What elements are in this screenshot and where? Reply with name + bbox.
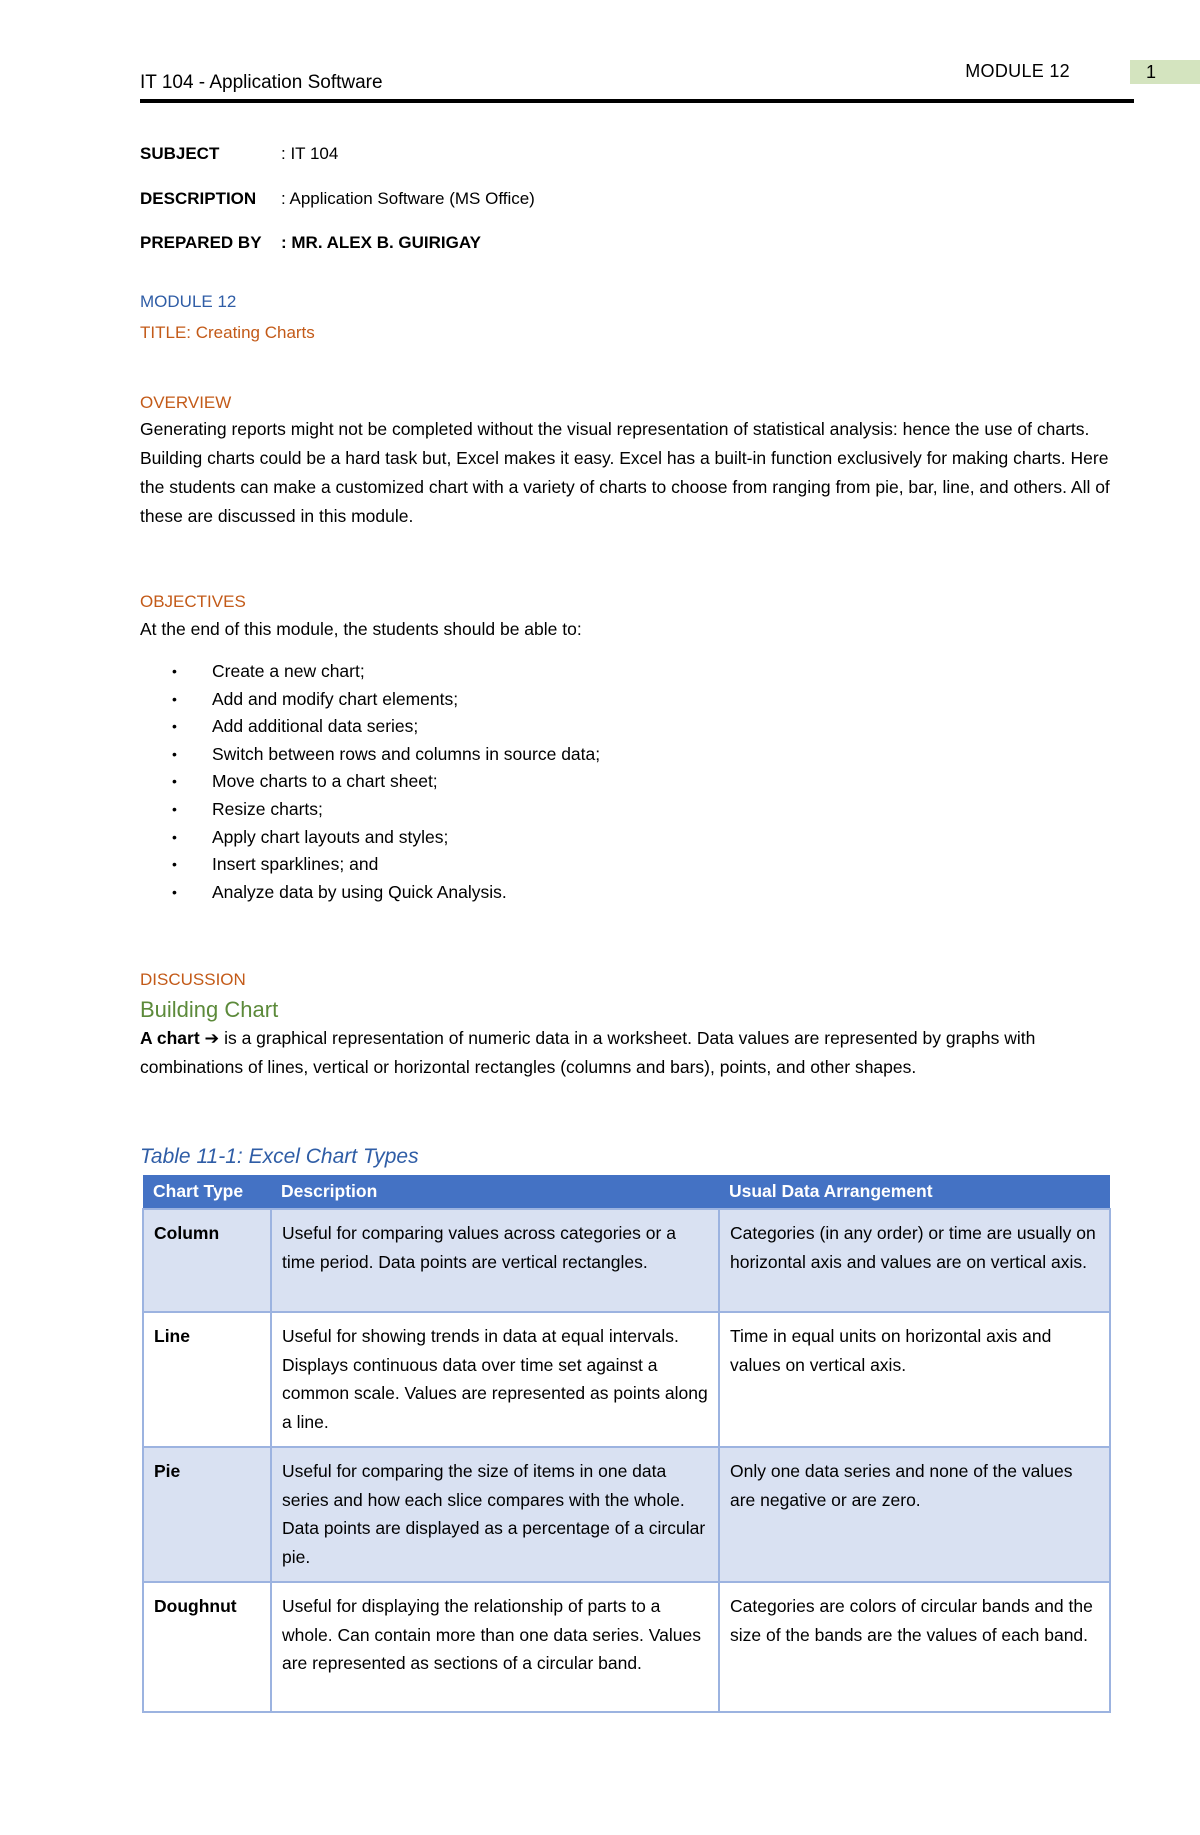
table-row — [143, 1209, 1110, 1312]
table-cell-type: Doughnut — [143, 1582, 271, 1712]
bullet: • — [172, 663, 177, 679]
list-item: • Apply chart layouts and styles; — [140, 824, 600, 852]
discussion-body: is a graphical representation of numeric data in a worksheet. Data values are represented by graphs with combinations of lines, vertical or horizontal rectangles (columns and bars), points, and other shapes. — [140, 1028, 1036, 1077]
bullet: • — [172, 828, 177, 845]
table-header-cell: Chart Type — [143, 1175, 271, 1209]
info-description-label: DESCRIPTION — [140, 189, 257, 208]
objectives-heading: OBJECTIVES — [140, 592, 246, 611]
header-rule — [140, 99, 1134, 103]
objectives-list — [140, 658, 600, 906]
list-item: • Add additional data series; — [140, 713, 600, 741]
bullet: • — [172, 883, 177, 900]
chart-types-table — [142, 1175, 1111, 1713]
header-page-number: 1 — [1130, 60, 1200, 84]
list-item: • Move charts to a chart sheet; — [140, 768, 600, 796]
info-description-value: : Application Software (MS Office) — [281, 189, 535, 208]
list-item: • Analyze data by using Quick Analysis. — [140, 879, 600, 907]
table-cell-type: Column — [143, 1209, 271, 1312]
discussion-heading: DISCUSSION — [140, 970, 246, 989]
module-number: MODULE 12 — [140, 292, 237, 311]
table-cell-description: Useful for showing trends in data at equal intervals. Displays continuous data over time set against a common scale. Values are represented as points along a line. — [271, 1312, 719, 1447]
bullet: • — [172, 690, 177, 707]
info-subject-label: SUBJECT — [140, 144, 220, 163]
table-row — [143, 1312, 1110, 1447]
bullet: • — [172, 745, 177, 762]
table-row — [143, 1582, 1110, 1712]
info-prepared-by-label: PREPARED BY — [140, 233, 262, 252]
overview-heading: OVERVIEW — [140, 393, 232, 412]
table-cell-type: Line — [143, 1312, 271, 1447]
discussion-subheading: Building Chart — [140, 997, 279, 1022]
header-module-label: MODULE 12 — [965, 61, 1070, 81]
table-header-cell: Description — [271, 1175, 719, 1209]
list-item: • Resize charts; — [140, 796, 600, 824]
module-title: TITLE: Creating Charts — [140, 323, 315, 342]
table-cell-description: Useful for displaying the relationship of parts to a whole. Can contain more than one data series. Values are represented as sections of a circular band. — [271, 1582, 719, 1712]
table-cell-arrangement: Categories are colors of circular bands and the size of the bands are the values of each band. — [719, 1582, 1110, 1712]
table-row — [143, 1447, 1110, 1582]
list-item: • Create a new chart; — [140, 658, 600, 686]
discussion-text — [140, 1024, 1130, 1082]
info-subject — [140, 144, 338, 164]
list-item: • Switch between rows and columns in source data; — [140, 741, 600, 769]
info-subject-value: : IT 104 — [281, 144, 339, 163]
table-caption: Table 11-1: Excel Chart Types — [140, 1145, 419, 1168]
table-cell-description: Useful for comparing the size of items in one data series and how each slice compares with the whole. Data points are displayed as a percentage of a circular pie. — [271, 1447, 719, 1582]
list-item: • Insert sparklines; and — [140, 851, 600, 879]
table-cell-type: Pie — [143, 1447, 271, 1582]
info-prepared-by-value: : MR. ALEX B. GUIRIGAY — [281, 233, 481, 252]
objectives-intro: At the end of this module, the students should be able to: — [140, 619, 582, 639]
bullet: • — [172, 800, 177, 817]
info-description — [140, 189, 535, 209]
header-course: IT 104 - Application Software — [140, 72, 383, 93]
list-item: • Add and modify chart elements; — [140, 686, 600, 714]
bullet: • — [172, 856, 177, 873]
table-cell-arrangement: Time in equal units on horizontal axis and values on vertical axis. — [719, 1312, 1110, 1447]
arrow-right-icon: ➔ — [204, 1028, 220, 1048]
overview-text: Generating reports might not be completed without the visual representation of statistical analysis: hence the use of charts. Building charts could be a hard task but, Excel makes it easy. Excel has a built-in function exclusively for making charts. Here the students can make a customized chart with a variety of charts to choose from ranging from pie, bar, line, and others. All of these are discussed in this module. — [140, 419, 1110, 526]
table-cell-arrangement: Categories (in any order) or time are usually on horizontal axis and values are on vertical axis. — [719, 1209, 1110, 1312]
table-cell-description: Useful for comparing values across categories or a time period. Data points are vertical rectangles. — [271, 1209, 719, 1312]
info-prepared-by — [140, 233, 481, 253]
bullet: • — [172, 773, 177, 790]
bullet: • — [172, 718, 177, 735]
table-cell-arrangement: Only one data series and none of the values are negative or are zero. — [719, 1447, 1110, 1582]
table-header-row — [143, 1175, 1110, 1209]
table-header-cell: Usual Data Arrangement — [719, 1175, 1110, 1209]
discussion-term: A chart — [140, 1028, 200, 1048]
